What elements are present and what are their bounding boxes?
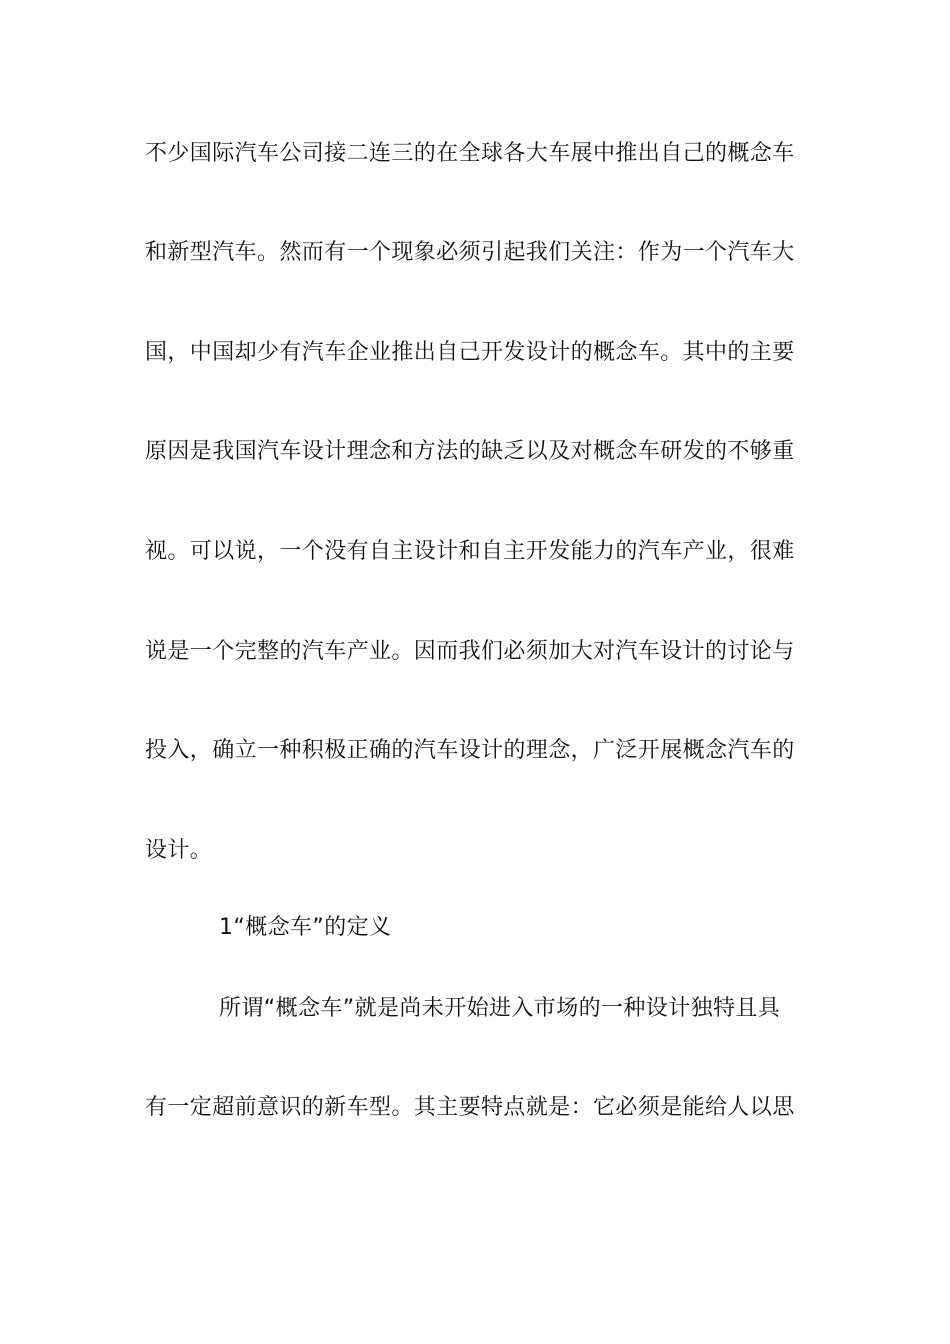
paragraph-line: 所谓“概念车”就是尚未开始进入市场的一种设计独特且具 — [219, 996, 781, 1021]
paragraph-line: 不少国际汽车公司接二连三的在全球各大车展中推出自己的概念车 — [145, 141, 795, 166]
section-heading: 1“概念车”的定义 — [219, 915, 392, 940]
paragraph-line: 视。可以说，一个没有自主设计和自主开发能力的汽车产业，很难 — [145, 539, 795, 564]
paragraph-line: 原因是我国汽车设计理念和方法的缺乏以及对概念车研发的不够重 — [145, 439, 795, 464]
paragraph-line: 说是一个完整的汽车产业。因而我们必须加大对汽车设计的讨论与 — [145, 639, 795, 664]
paragraph-line: 有一定超前意识的新车型。其主要特点就是：它必须是能给人以思 — [145, 1095, 795, 1120]
paragraph-line: 国，中国却少有汽车企业推出自己开发设计的概念车。其中的主要 — [145, 340, 795, 365]
paragraph-line: 设计。 — [145, 838, 213, 863]
paragraph-line: 和新型汽车。然而有一个现象必须引起我们关注：作为一个汽车大 — [145, 240, 795, 265]
paragraph-line: 投入，确立一种积极正确的汽车设计的理念，广泛开展概念汽车的 — [145, 738, 795, 763]
